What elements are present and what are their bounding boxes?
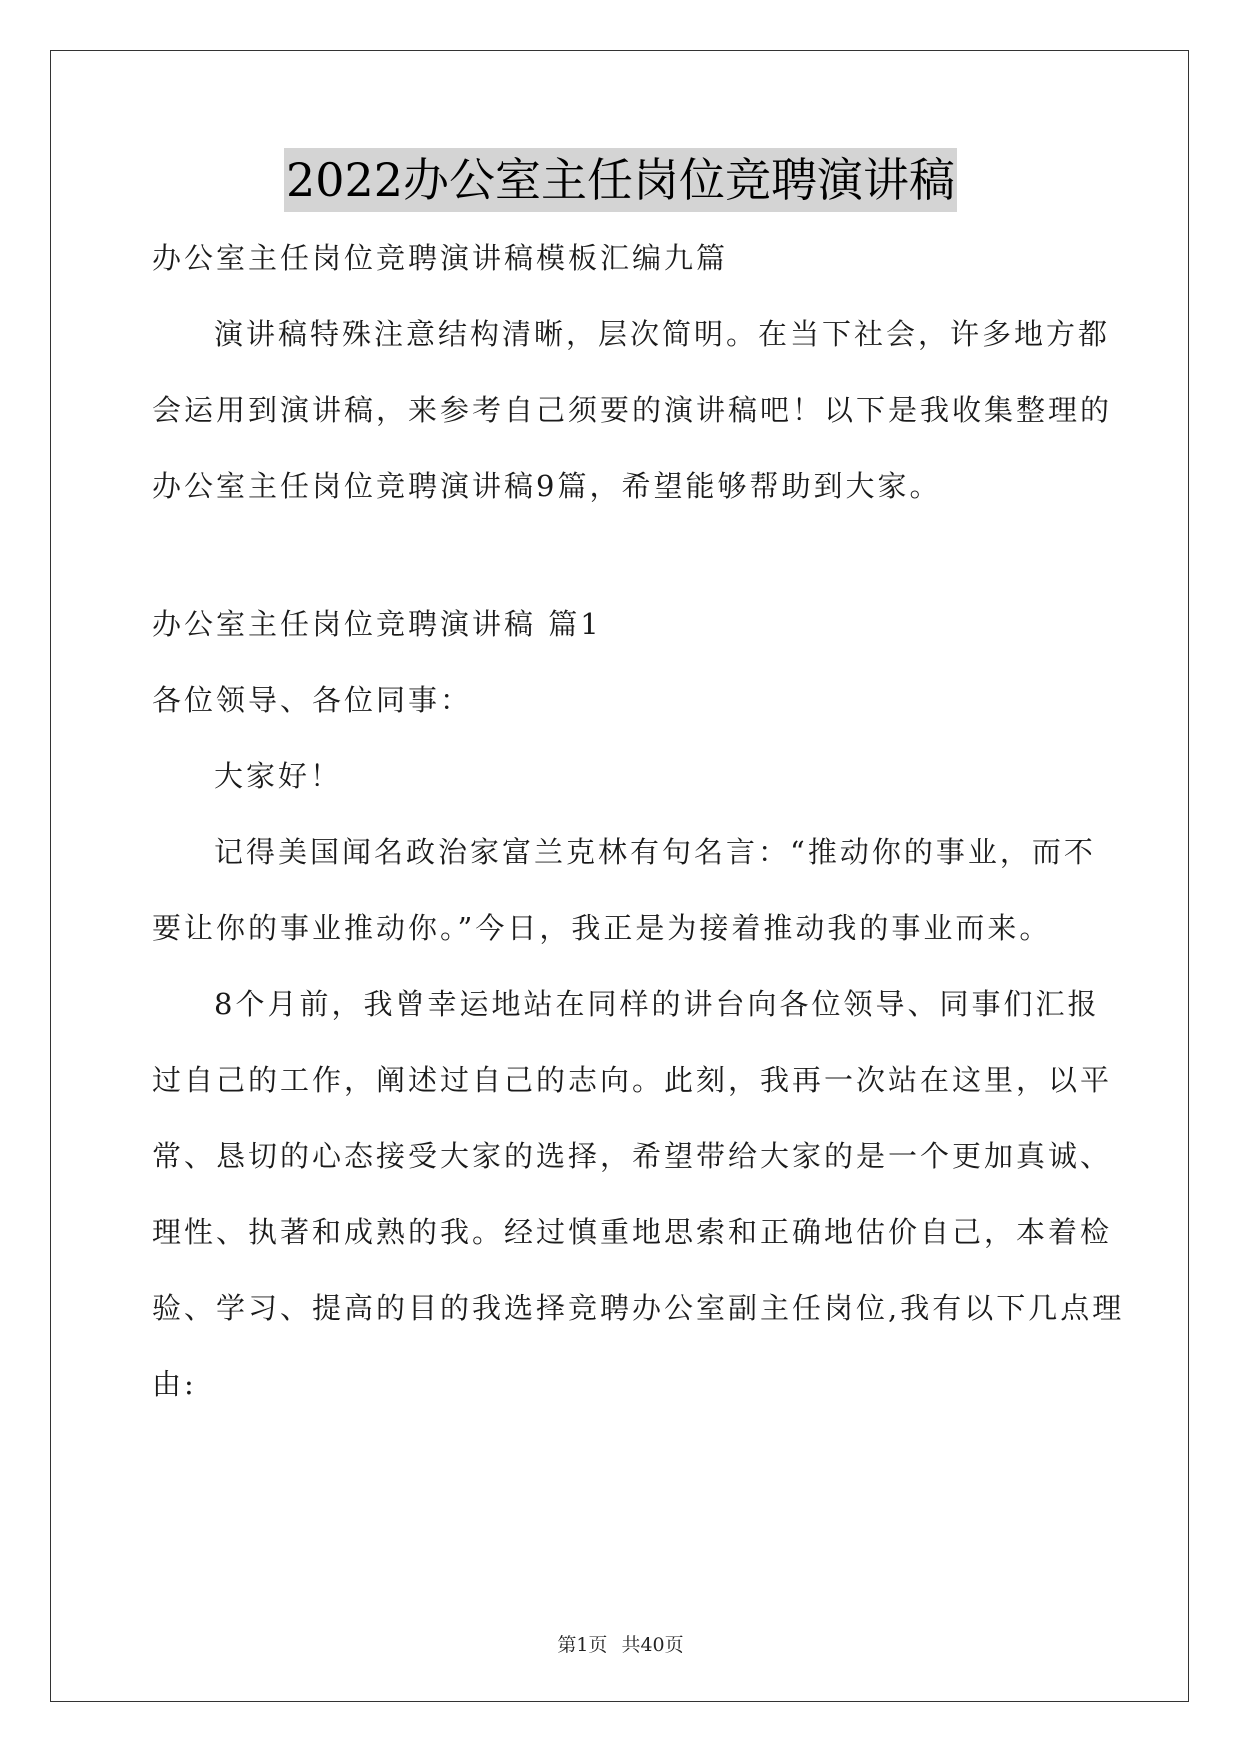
document-subtitle: 办公室主任岗位竞聘演讲稿模板汇编九篇 [152,241,729,275]
page-border [50,50,1189,1702]
intro-line: 演讲稿特殊注意结构清晰，层次简明。在当下社会，许多地方都 [214,317,1111,351]
paragraph-line: 由: [152,1367,197,1401]
document-title: 2022办公室主任岗位竞聘演讲稿 [284,148,957,212]
intro-line: 会运用到演讲稿，来参考自己须要的演讲稿吧！以下是我收集整理的 [152,393,1113,427]
paragraph-line: 记得美国闻名政治家富兰克林有句名言：“推动你的事业，而不 [214,835,1096,869]
paragraph-line: 要让你的事业推动你。”今日，我正是为接着推动我的事业而来。 [152,911,1052,945]
paragraph-line: 常、恳切的心态接受大家的选择，希望带给大家的是一个更加真诚、 [152,1139,1113,1173]
page-number: 第1页 [557,1634,608,1656]
greeting: 大家好！ [214,759,343,793]
page-total: 共40页 [621,1634,684,1656]
title-container [0,148,1241,212]
paragraph-line: 8个月前，我曾幸运地站在同样的讲台向各位领导、同事们汇报 [214,987,1100,1021]
salutation: 各位领导、各位同事： [152,683,473,717]
paragraph-line: 理性、执著和成熟的我。经过慎重地思索和正确地估价自己，本着检 [152,1215,1113,1249]
paragraph-line: 过自己的工作，阐述过自己的志向。此刻，我再一次站在这里，以平 [152,1063,1113,1097]
intro-line: 办公室主任岗位竞聘演讲稿9篇，希望能够帮助到大家。 [152,469,942,503]
section-heading: 办公室主任岗位竞聘演讲稿 篇1 [152,607,602,641]
paragraph-line: 验、学习、提高的目的我选择竞聘办公室副主任岗位,我有以下几点理 [152,1291,1125,1325]
page-footer [0,1630,1241,1657]
